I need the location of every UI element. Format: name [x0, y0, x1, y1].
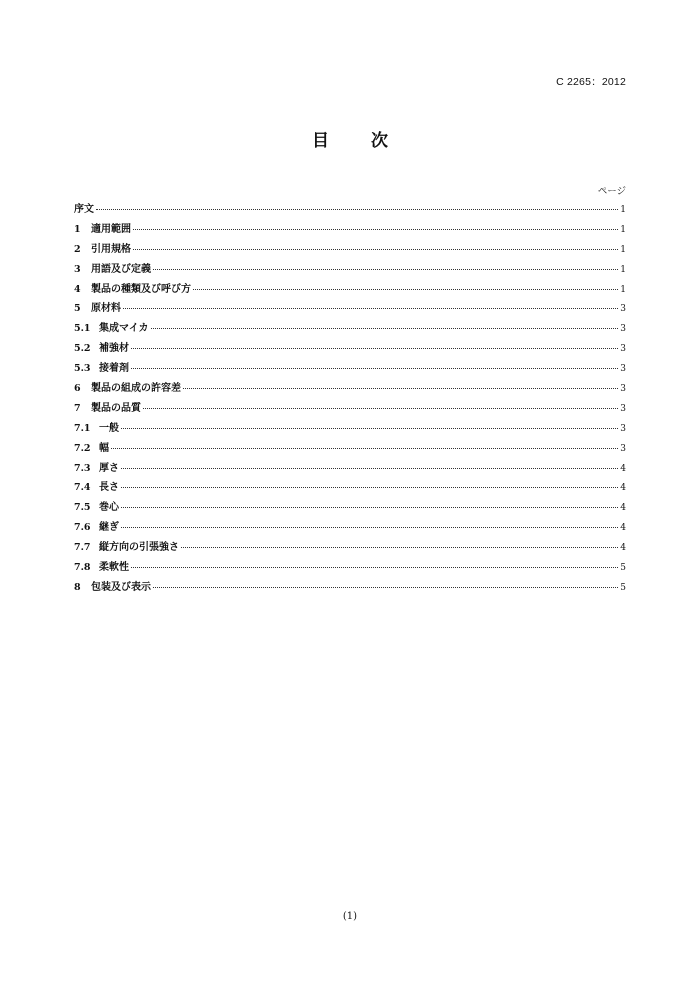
toc-entry-title: 巻心	[99, 502, 119, 514]
toc-entry-number: 7.5	[74, 502, 91, 514]
toc-dot-leader	[133, 229, 618, 230]
toc-entry	[74, 538, 626, 558]
toc-entry-page: 4	[620, 523, 626, 534]
toc-entry-page: 1	[620, 224, 626, 235]
toc-entry-number: 7.4	[74, 482, 91, 494]
toc-entry	[74, 220, 626, 240]
toc-entry-number: 6	[74, 383, 81, 395]
toc-entry	[74, 399, 626, 419]
toc-entry-page: 3	[620, 364, 626, 375]
toc-entry-number: 4	[74, 283, 81, 295]
toc-dot-leader	[121, 487, 618, 488]
toc-entry-title: 製品の品質	[91, 402, 141, 414]
page-number: (1)	[342, 911, 358, 922]
toc-entry-title: 序文	[74, 204, 94, 215]
toc-entry-number: 7.2	[74, 442, 91, 454]
toc-dot-leader	[153, 587, 618, 588]
toc-entry	[74, 419, 626, 439]
toc-entry-page: 4	[620, 503, 626, 514]
toc-entry-page: 1	[620, 264, 626, 275]
toc-entry	[74, 379, 626, 399]
toc-entry-title: 原材料	[91, 303, 121, 315]
toc-dot-leader	[153, 269, 618, 270]
toc-entry-page: 4	[620, 463, 626, 474]
toc-entry	[74, 439, 626, 459]
toc-entry-title: 適用範囲	[91, 223, 131, 235]
toc-entry	[74, 260, 626, 280]
toc-dot-leader	[96, 209, 618, 210]
toc-entry-title: 柔軟性	[99, 562, 129, 574]
table-of-contents	[74, 200, 626, 598]
toc-entry-page: 1	[620, 244, 626, 255]
toc-entry-number: 7.1	[74, 422, 91, 434]
toc-entry	[74, 498, 626, 518]
toc-entry-number: 8	[74, 581, 81, 593]
toc-dot-leader	[181, 547, 618, 548]
toc-entry	[74, 339, 626, 359]
toc-entry-page: 1	[620, 205, 626, 215]
toc-entry-page: 1	[620, 284, 626, 295]
toc-dot-leader	[121, 468, 618, 469]
toc-entry-number: 3	[74, 263, 81, 275]
toc-entry-title: 長さ	[99, 482, 119, 494]
toc-dot-leader	[123, 308, 618, 309]
toc-entry	[74, 558, 626, 578]
toc-entry-number: 7	[74, 402, 81, 414]
toc-dot-leader	[193, 289, 618, 290]
toc-entry-page: 3	[620, 443, 626, 454]
toc-dot-leader	[121, 527, 618, 528]
toc-dot-leader	[121, 428, 618, 429]
toc-entry-number: 7.7	[74, 542, 91, 554]
toc-entry-number: 2	[74, 243, 81, 255]
toc-dot-leader	[143, 408, 618, 409]
toc-entry-title: 幅	[99, 442, 109, 454]
toc-dot-leader	[131, 368, 618, 369]
toc-entry-page: 3	[620, 324, 626, 335]
toc-entry-title: 集成マイカ	[99, 323, 149, 335]
toc-dot-leader	[121, 507, 618, 508]
toc-entry	[74, 578, 626, 598]
toc-entry	[74, 200, 626, 220]
toc-entry-title: 接着剤	[99, 363, 129, 375]
toc-entry-title: 用語及び定義	[91, 263, 151, 275]
toc-dot-leader	[131, 567, 618, 568]
toc-dot-leader	[183, 388, 618, 389]
toc-entry-page: 3	[620, 384, 626, 395]
toc-entry	[74, 299, 626, 319]
toc-entry-page: 5	[620, 582, 626, 593]
toc-entry-page: 4	[620, 543, 626, 554]
page-column-label: ページ	[597, 186, 626, 197]
document-code: C 2265：2012	[556, 76, 626, 88]
toc-entry-title: 一般	[99, 422, 119, 434]
toc-entry-page: 3	[620, 403, 626, 414]
toc-entry	[74, 478, 626, 498]
toc-dot-leader	[133, 249, 618, 250]
toc-entry	[74, 459, 626, 479]
toc-entry-title: 縦方向の引張強さ	[99, 542, 179, 554]
toc-dot-leader	[131, 348, 618, 349]
toc-entry-number: 1	[74, 223, 81, 235]
toc-entry-number: 5	[74, 303, 81, 315]
toc-entry	[74, 319, 626, 339]
toc-dot-leader	[111, 448, 618, 449]
toc-entry-title: 引用規格	[91, 243, 131, 255]
toc-entry-page: 3	[620, 344, 626, 355]
toc-entry-number: 7.6	[74, 522, 91, 534]
toc-entry-title: 補強材	[99, 343, 129, 355]
toc-entry-page: 3	[620, 304, 626, 315]
toc-entry-number: 7.8	[74, 562, 91, 574]
toc-entry-number: 7.3	[74, 462, 91, 474]
toc-entry-title: 厚さ	[99, 462, 119, 474]
toc-entry	[74, 359, 626, 379]
toc-entry-page: 4	[620, 483, 626, 494]
toc-entry-title: 製品の組成の許容差	[91, 383, 181, 395]
toc-entry-title: 継ぎ	[99, 522, 119, 534]
toc-entry-page: 5	[620, 563, 626, 574]
toc-entry-number: 5.1	[74, 323, 91, 335]
toc-entry	[74, 518, 626, 538]
toc-entry-page: 3	[620, 423, 626, 434]
toc-entry-title: 製品の種類及び呼び方	[91, 283, 191, 295]
toc-entry-title: 包装及び表示	[91, 581, 151, 593]
toc-entry-number: 5.3	[74, 363, 91, 375]
toc-entry-number: 5.2	[74, 343, 91, 355]
page-title: 目 次	[312, 131, 406, 151]
toc-dot-leader	[151, 328, 619, 329]
toc-entry	[74, 280, 626, 300]
toc-entry	[74, 240, 626, 260]
